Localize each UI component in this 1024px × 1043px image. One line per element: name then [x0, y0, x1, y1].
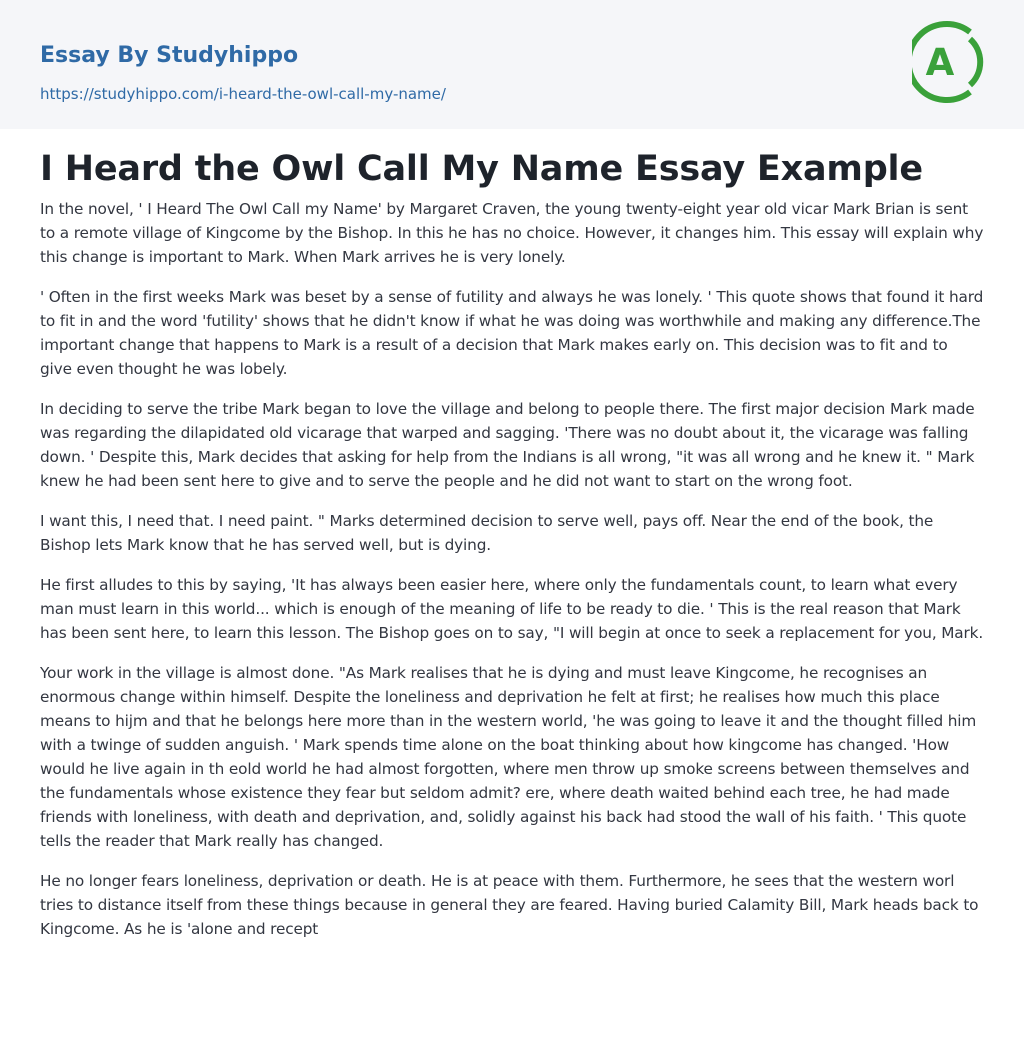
paragraph: In deciding to serve the tribe Mark began to love the village and belong to people there. The first major decision Mark made was regarding the dilapidated old vicarage that warped and sagging. 'There was no doubt about it, the vicarage was falling down. ' Despite this, Mark decides that asking for help from the Indians is all wrong, "it was all wrong and he knew it. " Mark knew he had been sent here to give and to serve the people and he did not want to start on the wrong foot.	[40, 400, 975, 490]
logo-icon	[912, 19, 986, 105]
logo-letter: A	[925, 41, 955, 84]
paragraph: In the novel, ' I Heard The Owl Call my Name' by Margaret Craven, the young twenty-eight year old vicar Mark Brian is sent to a remote village of Kingcome by the Bishop. In this he has no choice. However, it changes him. This essay will explain why this change is important to Mark. When Mark arrives he is very lonely.	[40, 200, 984, 266]
page-title: I Heard the Owl Call My Name Essay Example	[40, 149, 923, 189]
paragraph: He first alludes to this by saying, 'It has always been easier here, where only the fundamentals count, to learn what every man must learn in this world... which is enough of the meaning of life to be ready to die. ' This is the real reason that Mark has been sent here, to learn this lesson. The Bishop goes on to say, "I will begin at once to seek a replacement for you, Mark.	[40, 576, 984, 642]
site-header	[0, 0, 1024, 129]
article	[0, 129, 1024, 941]
paragraph: ' Often in the first weeks Mark was beset by a sense of futility and always he was lonely. ' This quote shows that found it hard to fit in and the word 'futility' shows that he didn't know if what he was doing was worthwhile and making any difference.The important change that happens to Mark is a result of a decision that Mark makes early on. This decision was to fit and to give even thought he was lobely.	[40, 288, 984, 378]
page-url-link[interactable]: https://studyhippo.com/i-heard-the-owl-call-my-name/	[40, 85, 446, 103]
paragraph: He no longer fears loneliness, deprivation or death. He is at peace with them. Furthermore, he sees that the western worl tries to distance itself from these things because in general they are feared. Having buried Calamity Bill, Mark heads back to Kingcome. As he is 'alone and recept	[40, 872, 979, 938]
paragraph: Your work in the village is almost done. "As Mark realises that he is dying and must leave Kingcome, he recognises an enormous change within himself. Despite the loneliness and deprivation he felt at first; he realises how much this place means to hijm and that he belongs here more than in the western world, 'he was going to leave it and the thought filled him with a twinge of sudden anguish. ' Mark spends time alone on the boat thinking about how kingcome has changed. 'How would he live again in th eold world he had almost forgotten, where men throw up smoke screens between themselves and the fundamentals whose existence they fear but seldom admit? ere, where death waited behind each tree, he had made friends with loneliness, with death and deprivation, and, solidly against his back had stood the wall of his faith. ' This quote tells the reader that Mark really has changed.	[40, 664, 977, 850]
paragraph: I want this, I need that. I need paint. " Marks determined decision to serve well, pays off. Near the end of the book, the Bishop lets Mark know that he has served well, but is dying.	[40, 512, 934, 554]
site-name[interactable]: Essay By Studyhippo	[40, 43, 299, 68]
studyhippo-logo[interactable]	[912, 19, 986, 105]
